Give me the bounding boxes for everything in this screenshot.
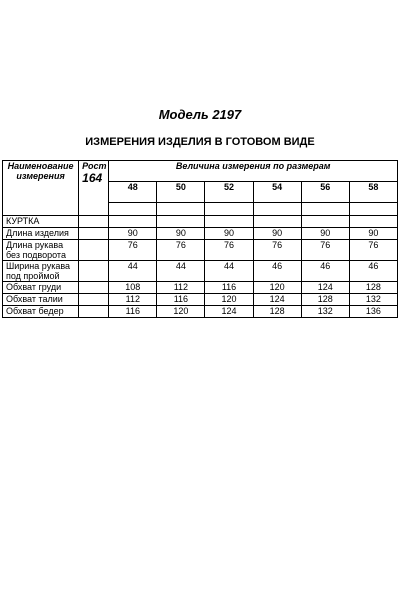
row-label: Длина изделия [3, 228, 79, 240]
table-cell: 90 [301, 228, 349, 240]
table-cell: 116 [205, 282, 253, 294]
table-cell: 136 [349, 306, 397, 318]
height-value: 164 [82, 171, 103, 185]
blank-cell [205, 203, 253, 216]
table-cell [79, 282, 109, 294]
section-label: КУРТКА [3, 216, 79, 228]
table-cell: 124 [205, 306, 253, 318]
row-label: Ширина рукава под проймой [3, 261, 79, 282]
table-row [3, 282, 398, 294]
table-cell: 132 [349, 294, 397, 306]
row-label: Длина рукава без подворота [3, 240, 79, 261]
size-header: 50 [157, 182, 205, 203]
size-header: 52 [205, 182, 253, 203]
table-cell [109, 216, 157, 228]
table-cell [157, 216, 205, 228]
table-cell: 76 [253, 240, 301, 261]
size-span-header: Величина измерения по размерам [109, 161, 398, 182]
table-cell: 116 [157, 294, 205, 306]
table-cell: 90 [109, 228, 157, 240]
table-row [3, 306, 398, 318]
table-row [3, 261, 398, 282]
table-cell: 46 [253, 261, 301, 282]
table-cell [79, 294, 109, 306]
table-cell: 116 [109, 306, 157, 318]
model-title: Модель 2197 [158, 107, 242, 122]
size-header: 56 [301, 182, 349, 203]
table-cell: 128 [253, 306, 301, 318]
size-header: 48 [109, 182, 157, 203]
table-cell: 112 [109, 294, 157, 306]
table-row [3, 228, 398, 240]
table-cell: 44 [205, 261, 253, 282]
size-header: 58 [349, 182, 397, 203]
table-cell: 76 [349, 240, 397, 261]
table-row [3, 216, 398, 228]
table-cell: 90 [157, 228, 205, 240]
row-label: Обхват груди [3, 282, 79, 294]
table-cell: 90 [253, 228, 301, 240]
table-cell: 90 [205, 228, 253, 240]
table-cell: 76 [109, 240, 157, 261]
blank-cell [301, 203, 349, 216]
blank-cell [157, 203, 205, 216]
table-cell: 128 [301, 294, 349, 306]
name-column-header: Наименование измерения [3, 161, 79, 216]
table-cell: 90 [349, 228, 397, 240]
table-cell: 132 [301, 306, 349, 318]
table-cell [79, 228, 109, 240]
table-cell [79, 216, 109, 228]
table-cell: 112 [157, 282, 205, 294]
table-cell: 76 [157, 240, 205, 261]
table-cell [79, 240, 109, 261]
row-label: Обхват талии [3, 294, 79, 306]
table-cell: 120 [157, 306, 205, 318]
table-cell: 76 [205, 240, 253, 261]
blank-cell [253, 203, 301, 216]
table-row [3, 240, 398, 261]
blank-cell [109, 203, 157, 216]
table-cell: 108 [109, 282, 157, 294]
table-cell: 44 [157, 261, 205, 282]
table-cell: 76 [301, 240, 349, 261]
blank-cell [349, 203, 397, 216]
height-header [79, 161, 109, 216]
table-cell: 46 [349, 261, 397, 282]
table-row [3, 294, 398, 306]
measurements-table [2, 160, 398, 318]
table-cell: 44 [109, 261, 157, 282]
table-cell [349, 216, 397, 228]
table-cell: 124 [301, 282, 349, 294]
page-heading: ИЗМЕРЕНИЯ ИЗДЕЛИЯ В ГОТОВОМ ВИДЕ [85, 136, 315, 148]
table-cell: 120 [205, 294, 253, 306]
table-cell: 120 [253, 282, 301, 294]
table-cell: 128 [349, 282, 397, 294]
table-cell [79, 261, 109, 282]
height-label: Рост [82, 161, 107, 171]
table-cell: 46 [301, 261, 349, 282]
table-cell [79, 306, 109, 318]
table-cell [253, 216, 301, 228]
row-label: Обхват бедер [3, 306, 79, 318]
table-cell [301, 216, 349, 228]
table-cell: 124 [253, 294, 301, 306]
table-cell [205, 216, 253, 228]
size-header: 54 [253, 182, 301, 203]
